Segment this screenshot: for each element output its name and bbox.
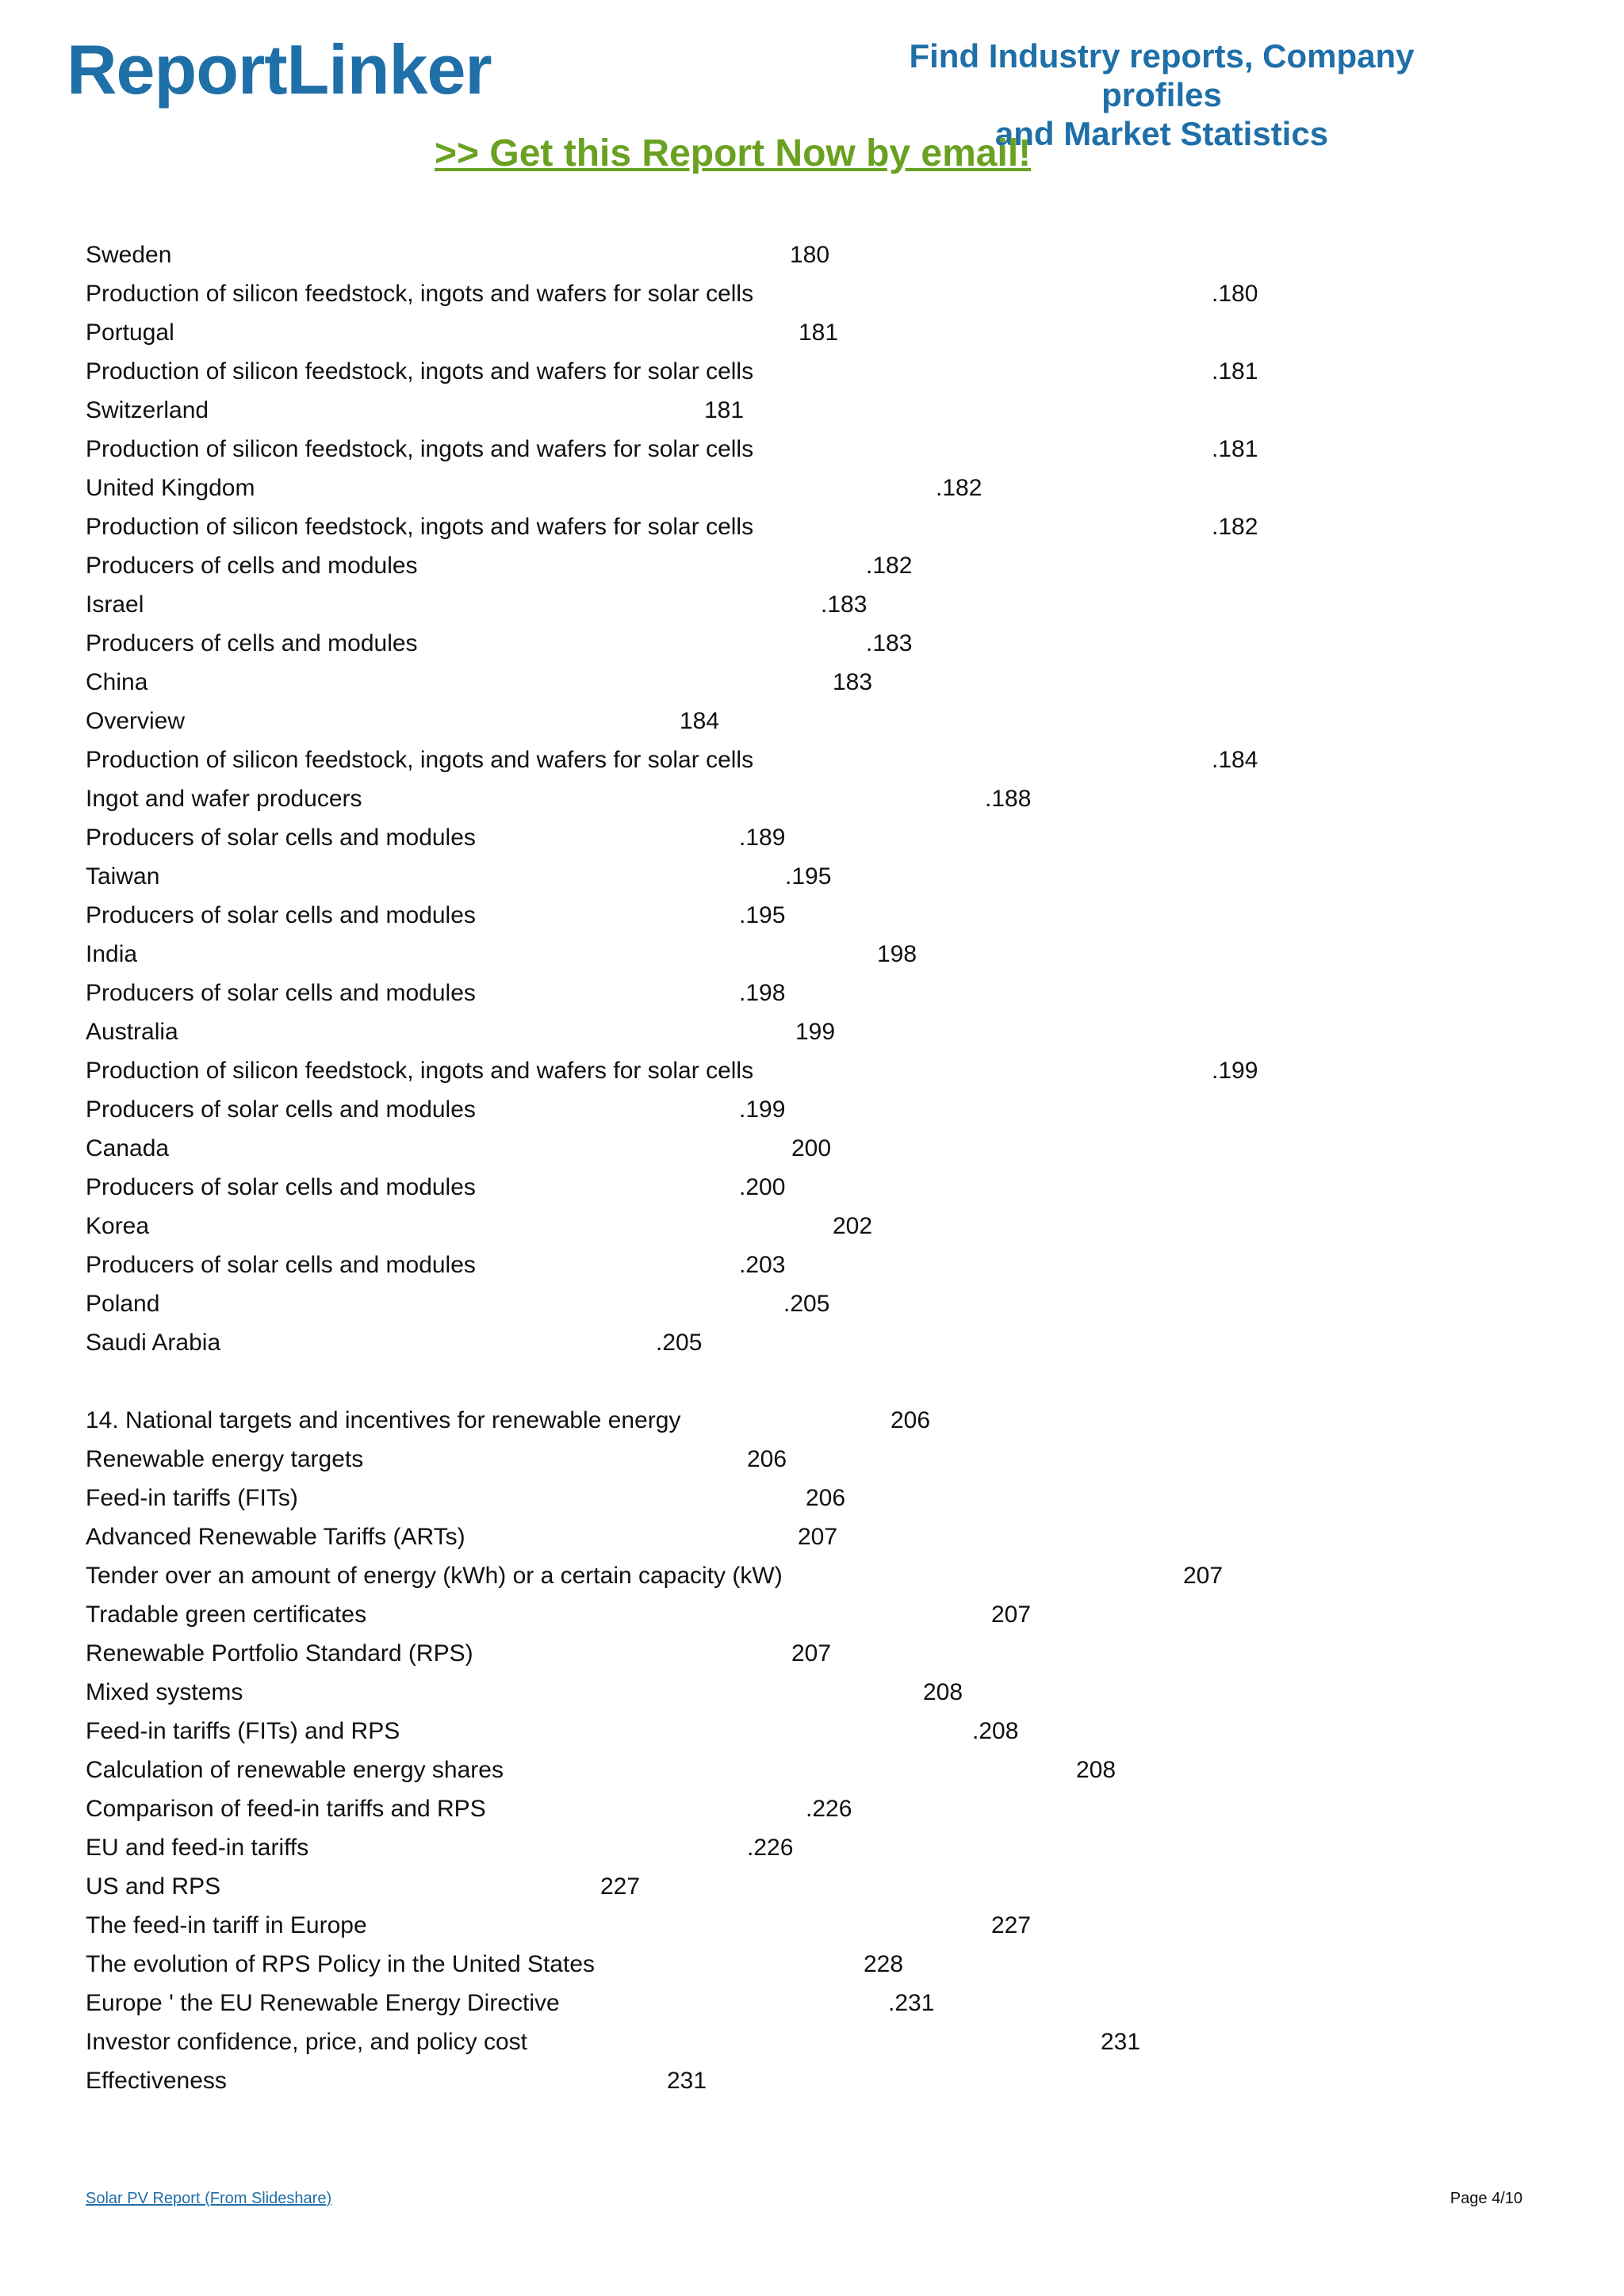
- toc-entry-page: 231: [667, 2068, 707, 2094]
- toc-entry: [86, 702, 1592, 740]
- toc-entry: [86, 353, 1592, 391]
- toc-entry: [86, 1946, 1592, 1984]
- toc-entry-title: Renewable Portfolio Standard (RPS): [86, 1640, 473, 1667]
- toc-entry-title: Sweden: [86, 242, 172, 268]
- toc-entry-page: 208: [1076, 1757, 1116, 1783]
- toc-entry-page: 200: [791, 1135, 832, 1161]
- toc-entry-title: Producers of solar cells and modules: [86, 825, 476, 851]
- toc-entry-page: .188: [985, 786, 1032, 812]
- toc-entry-title: Producers of cells and modules: [86, 553, 418, 579]
- toc-entry-title: Production of silicon feedstock, ingots and wafers for solar cells: [86, 1058, 754, 1084]
- tagline-line-1: Find Industry reports, Company profiles: [909, 37, 1415, 113]
- toc-entry-page: .199: [1212, 1058, 1258, 1084]
- toc-entry: [86, 1130, 1592, 1168]
- toc-entry-title: Investor confidence, price, and policy cost: [86, 2029, 527, 2055]
- toc-entry: [86, 1557, 1592, 1595]
- toc-entry-title: Production of silicon feedstock, ingots and wafers for solar cells: [86, 358, 754, 385]
- toc-entry-title: Calculation of renewable energy shares: [86, 1757, 504, 1783]
- toc-entry-title: Producers of solar cells and modules: [86, 1096, 476, 1123]
- toc-entry: [86, 1052, 1592, 1090]
- toc-entry-page: 207: [798, 1524, 838, 1550]
- toc-entry: [86, 1246, 1592, 1284]
- toc-entry: [86, 974, 1592, 1012]
- toc-entry-page: 231: [1101, 2029, 1141, 2055]
- toc-entry-page: .180: [1212, 281, 1258, 307]
- toc-entry-page: 198: [877, 941, 917, 967]
- toc-entry-page: .203: [739, 1252, 786, 1278]
- toc-entry: [86, 780, 1592, 818]
- toc-entry: [86, 1013, 1592, 1051]
- toc-entry-page: 206: [747, 1446, 787, 1472]
- toc-entry-page: 184: [680, 708, 720, 734]
- tagline-line-2: and Market Statistics: [994, 115, 1329, 152]
- toc-entry-page: .226: [806, 1796, 852, 1822]
- toc-entry-title: Renewable energy targets: [86, 1446, 364, 1472]
- toc-entry: [86, 1635, 1592, 1673]
- toc-entry-title: Saudi Arabia: [86, 1330, 221, 1356]
- toc-entry-title: China: [86, 669, 148, 695]
- toc-entry: [86, 2062, 1592, 2100]
- toc-entry: [86, 469, 1592, 507]
- toc-entry-title: Producers of solar cells and modules: [86, 902, 476, 928]
- toc-entry: [86, 664, 1592, 702]
- toc-entry-title: Israel: [86, 591, 144, 618]
- toc-entry: [86, 625, 1592, 663]
- toc-entry-page: 207: [1183, 1563, 1224, 1589]
- toc-entry: [86, 586, 1592, 624]
- toc-entry-page: 207: [791, 1640, 832, 1667]
- toc-entry-title: EU and feed-in tariffs: [86, 1835, 309, 1861]
- toc-entry-page: 181: [799, 320, 839, 346]
- toc-entry-page: .184: [1212, 747, 1258, 773]
- toc-entry-title: Poland: [86, 1291, 160, 1317]
- toc-entry-title: US and RPS: [86, 1873, 221, 1900]
- toc-entry-title: Europe ' the EU Renewable Energy Directive: [86, 1990, 560, 2016]
- toc-entry-page: 206: [806, 1485, 846, 1511]
- toc-entry-title: Production of silicon feedstock, ingots and wafers for solar cells: [86, 436, 754, 462]
- toc-entry-title: Feed-in tariffs (FITs): [86, 1485, 298, 1511]
- toc-entry-title: Tradable green certificates: [86, 1601, 367, 1628]
- toc-entry: [86, 430, 1592, 469]
- toc-entry-title: 14. National targets and incentives for renewable energy: [86, 1407, 681, 1433]
- toc-entry: [86, 1091, 1592, 1129]
- toc-entry-title: Switzerland: [86, 397, 209, 423]
- toc-entry-page: 199: [795, 1019, 836, 1045]
- toc-entry-title: Taiwan: [86, 863, 160, 890]
- toc-entry-page: .195: [739, 902, 786, 928]
- toc-entry-page: .181: [1212, 358, 1258, 385]
- toc-entry-page: .231: [888, 1990, 935, 2016]
- toc-entry: [86, 936, 1592, 974]
- toc-entry-page: .200: [739, 1174, 786, 1200]
- toc-entry-title: Effectiveness: [86, 2068, 227, 2094]
- toc-entry-page: 183: [833, 669, 873, 695]
- toc-entry-page: .208: [972, 1718, 1019, 1744]
- toc-entry-title: Production of silicon feedstock, ingots and wafers for solar cells: [86, 281, 754, 307]
- toc-entry-page: .181: [1212, 436, 1258, 462]
- toc-entry: [86, 819, 1592, 857]
- toc-entry-page: .182: [1212, 514, 1258, 540]
- toc-entry: [86, 1285, 1592, 1323]
- toc-entry-title: The feed-in tariff in Europe: [86, 1912, 367, 1938]
- toc-entry-title: Producers of cells and modules: [86, 630, 418, 656]
- toc-entry-page: 208: [923, 1679, 963, 1705]
- toc-entry-title: India: [86, 941, 138, 967]
- toc-entry: [86, 1984, 1592, 2022]
- toc-entry-page: .183: [866, 630, 913, 656]
- toc-entry: [86, 1402, 1592, 1440]
- toc-entry-title: Advanced Renewable Tariffs (ARTs): [86, 1524, 465, 1550]
- toc-entry: [86, 508, 1592, 546]
- toc-entry-page: 207: [991, 1601, 1032, 1628]
- toc-entry: [86, 1518, 1592, 1556]
- page-indicator: Page 4/10: [1450, 2190, 1522, 2207]
- toc-entry-title: Producers of solar cells and modules: [86, 980, 476, 1006]
- toc-entry-page: .199: [739, 1096, 786, 1123]
- toc-entry: [86, 1751, 1592, 1789]
- toc-entry-page: 227: [600, 1873, 641, 1900]
- toc-entry-page: 227: [991, 1912, 1032, 1938]
- source-link[interactable]: Solar PV Report (From Slideshare): [86, 2190, 332, 2207]
- toc-entry-title: Portugal: [86, 320, 174, 346]
- toc-entry: [86, 2023, 1592, 2061]
- toc-entry: [86, 1829, 1592, 1867]
- toc-entry: [86, 392, 1592, 430]
- toc-entry-page: .205: [656, 1330, 703, 1356]
- toc-entry-page: .182: [866, 553, 913, 579]
- toc-entry-title: Producers of solar cells and modules: [86, 1252, 476, 1278]
- toc-entry-page: .198: [739, 980, 786, 1006]
- toc-entry: [86, 1324, 1592, 1362]
- toc-entry: [86, 858, 1592, 896]
- toc-entry-title: Canada: [86, 1135, 170, 1161]
- toc-entry-title: Mixed systems: [86, 1679, 243, 1705]
- toc-entry-title: Australia: [86, 1019, 178, 1045]
- toc-entry: [86, 1479, 1592, 1517]
- toc-entry-title: Overview: [86, 708, 186, 734]
- toc-entry-title: The evolution of RPS Policy in the United States: [86, 1951, 596, 1977]
- toc-entry-page: 181: [704, 397, 745, 423]
- toc-entry: [86, 1207, 1592, 1246]
- toc-entry-title: Tender over an amount of energy (kWh) or a certain capacity (kW): [86, 1563, 783, 1589]
- toc-entry-title: Feed-in tariffs (FITs) and RPS: [86, 1718, 400, 1744]
- toc-entry-title: United Kingdom: [86, 475, 255, 501]
- toc-entry-page: .226: [747, 1835, 794, 1861]
- toc-entry: [86, 1712, 1592, 1751]
- toc-entry-page: .182: [936, 475, 982, 501]
- toc-entry: [86, 1907, 1592, 1945]
- toc-entry: [86, 1441, 1592, 1479]
- toc-entry: [86, 275, 1592, 313]
- toc-entry: [86, 547, 1592, 585]
- toc-entry-title: Production of silicon feedstock, ingots and wafers for solar cells: [86, 747, 754, 773]
- toc-entry-title: Production of silicon feedstock, ingots and wafers for solar cells: [86, 514, 754, 540]
- toc-entry: [86, 314, 1592, 352]
- toc-entry-page: 206: [891, 1407, 931, 1433]
- toc-entry: [86, 897, 1592, 935]
- reportlinker-logo[interactable]: ReportLinker: [67, 30, 492, 109]
- toc-entry: [86, 1790, 1592, 1828]
- toc-entry-page: .183: [821, 591, 868, 618]
- toc-entry-title: Korea: [86, 1213, 150, 1239]
- toc-entry-page: 228: [864, 1951, 904, 1977]
- toc-entry-page: .205: [783, 1291, 830, 1317]
- toc-entry-page: 202: [833, 1213, 873, 1239]
- toc-entry-page: .195: [785, 863, 832, 890]
- get-report-link[interactable]: >> Get this Report Now by email!: [435, 132, 1032, 174]
- toc-entry: [86, 236, 1592, 274]
- toc-entry-page: 180: [790, 242, 830, 268]
- toc-entry: [86, 741, 1592, 779]
- toc-entry-page: .189: [739, 825, 786, 851]
- toc-entry: [86, 1868, 1592, 1906]
- toc-entry-title: Producers of solar cells and modules: [86, 1174, 476, 1200]
- toc-entry: [86, 1674, 1592, 1712]
- toc-entry: [86, 1596, 1592, 1634]
- toc-entry-title: Comparison of feed-in tariffs and RPS: [86, 1796, 486, 1822]
- toc-entry-title: Ingot and wafer producers: [86, 786, 362, 812]
- toc-entry: [86, 1169, 1592, 1207]
